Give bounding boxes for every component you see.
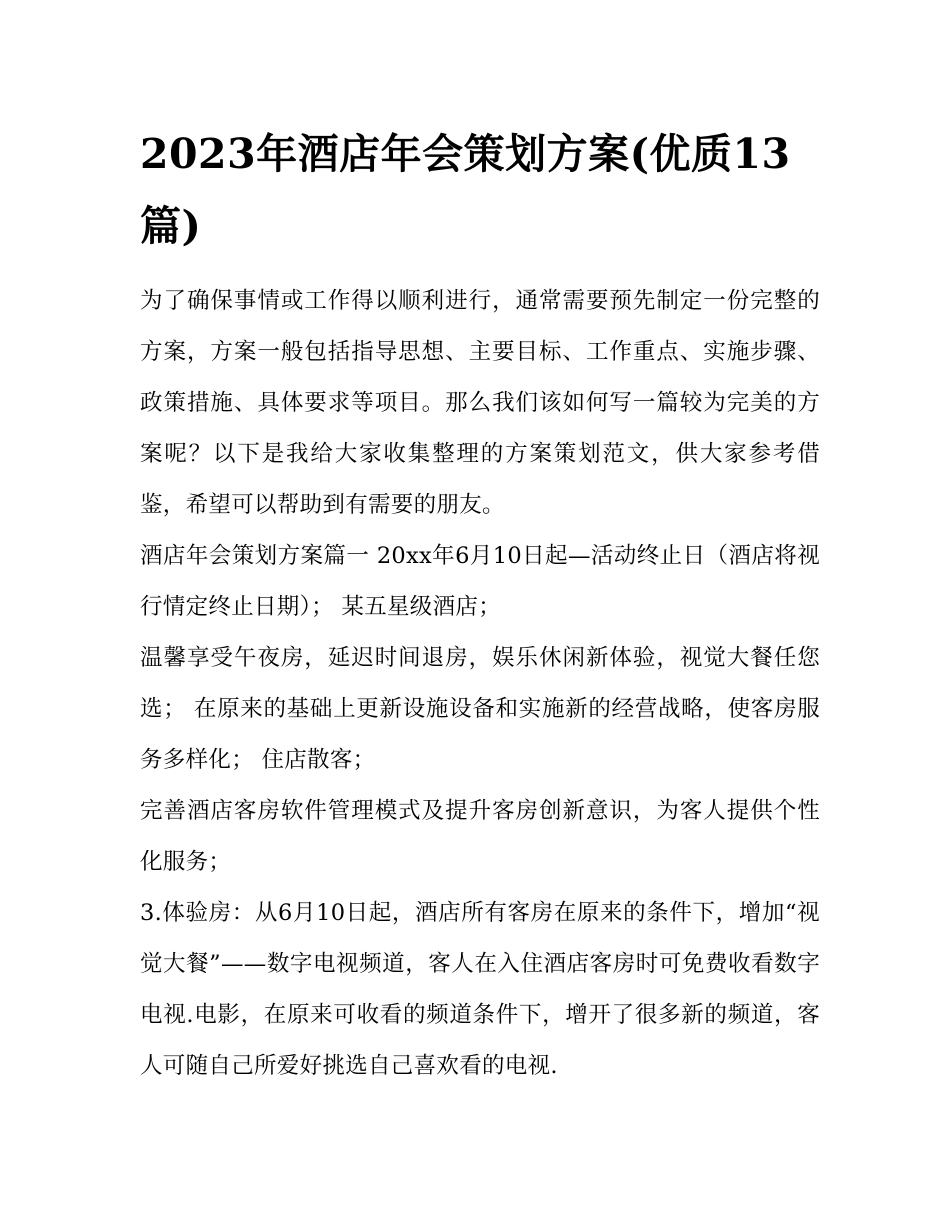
paragraph-theme: 温馨享受午夜房，延迟时间退房，娱乐休闲新体验，视觉大餐任您选； 在原来的基础上更新设施设备和实施新的经营战略，使客房服务多样化； 住店散客；: [140, 645, 820, 773]
document-title: 2023年酒店年会策划方案(优质13篇): [140, 130, 791, 250]
intro-paragraph: 为了确保事情或工作得以顺利进行，通常需要预先制定一份完整的方案，方案一般包括指导思想、主要目标、工作重点、实施步骤、政策措施、具体要求等项目。那么我们该如何写一篇较为完美的方案呢？以下是我给大家收集整理的方案策划范文，供大家参考借鉴，希望可以帮助到有需要的朋友。: [140, 288, 820, 518]
document-body: [140, 118, 820, 1092]
paragraph-section-one: 酒店年会策划方案篇一 20xx年6月10日起—活动终止日（酒店将视行情定终止日期）； 某五星级酒店；: [140, 543, 820, 620]
paragraph-experience-room: 3.体验房：从6月10日起，酒店所有客房在原来的条件下，增加“视觉大餐”——数字电视频道，客人在入住酒店客房时可免费收看数字电视.电影，在原来可收看的频道条件下，增开了很多新的频道，客人可随自己所爱好挑选自己喜欢看的电视.: [140, 900, 820, 1079]
paragraph-objective: 完善酒店客房软件管理模式及提升客房创新意识，为客人提供个性化服务；: [140, 798, 820, 875]
